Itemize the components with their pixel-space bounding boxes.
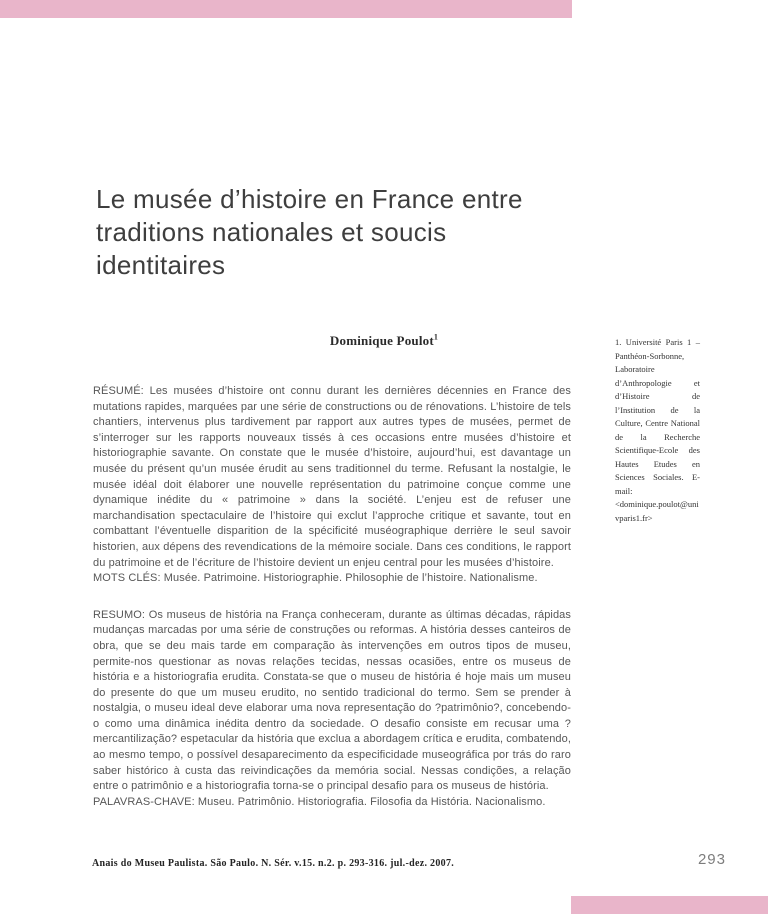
margin-footnote: 1. Université Paris 1 – Panthéon-Sorbonne, Laboratoire d’Anthropologie et d’Histoire de l’Institution de la Culture, Centre National de la Recherche Scientifique-Ecole des Hautes Etudes en Sciences Sociales. E-mail: <dominique.poulot@univparis1.fr> [615,337,700,523]
top-accent-bar [0,0,572,18]
title-line-2: traditions nationales et soucis identitaires [96,217,447,280]
title-line-1: Le musée d’histoire en France entre [96,184,523,214]
resume-paragraph: RÉSUMÉ: Les musées d’histoire ont connu durant les dernières décennies en France des mutations rapides, marquées par une série de constructions ou de rénovations. L’histoire de tels chantiers, intervenus plus tardivement par rapport aux autres types de musées, permet de s’interroger sur les rapports nouveaux tissés à ces occasions entre musées d’histoire et historiographie savante. On constate que le musée d’histoire, aujourd’hui, est davantage un musée du présent qu’un musée érudit au sens traditionnel du terme. Refusant la nostalgie, le musée idéal doit élaborer une nouvelle représentation du patrimoine conçue comme une dynamique inédite du « patrimoine » dans la société. L’enjeu est de refuser une marchandisation spectaculaire de l’histoire qui exclut l’approche critique et savante, tout en combattant l’éventuelle disparition de la spécificité muséographique derrière le seul savoir historien, aux dépens des revendications de la mémoire sociale. Dans ces conditions, le rapport du patrimoine et de l’écriture de l’histoire devient un enjeu central pour les musées d’histoire. [93,385,571,569]
resumo-paragraph: RESUMO: Os museus de história na França conheceram, durante as últimas décadas, rápidas mudanças marcadas por uma série de construções ou reformas. A história desses canteiros de obra, que se deu mais tarde em comparação às intervenções em outros tipos de museu, permite-nos questionar as novas relações tecidas, nessas ocasiões, entre os museus de história e a historiografia erudita. Constata-se que o museu de história é hoje mais um museu do presente do que um museu erudito, no sentido tradicional do termo. Sem se prender à nostalgia, o museu ideal deve elaborar uma nova representação do ?patrimônio?, concebendo-o como uma dinâmica inédita dentro da sociedade. O desafio consiste em recusar uma ?mercantilização? espetacular da história que exclua a abordagem crítica e erudita, combatendo, ao mesmo tempo, o possível desaparecimento da especificidade museográfica por trás do raro saber histórico à custa das reivindicações da memória social. Nessas condições, a relação entre o patrimônio e a historiografia torna-se o principal desafio para os museus de história. [93,608,571,793]
article-title [96,183,576,282]
paragraph-gap [93,587,571,608]
page-number: 293 [697,851,726,868]
abstract-column [93,384,571,810]
author-name: Dominique Poulot [329,333,434,348]
journal-citation-footer: Anais do Museu Paulista. São Paulo. N. Sér. v.15. n.2. p. 293-316. jul.-dez. 2007. [92,858,455,869]
mots-cles-line: MOTS CLÉS: Musée. Patrimoine. Historiographie. Philosophie de l’histoire. Nationalisme. [93,572,538,585]
author-footnote-ref: 1 [433,332,439,342]
bottom-accent-bar [571,896,768,914]
palavras-chave-line: PALAVRAS-CHAVE: Museu. Patrimônio. Historiografia. Filosofia da História. Nacionalismo. [93,795,546,808]
